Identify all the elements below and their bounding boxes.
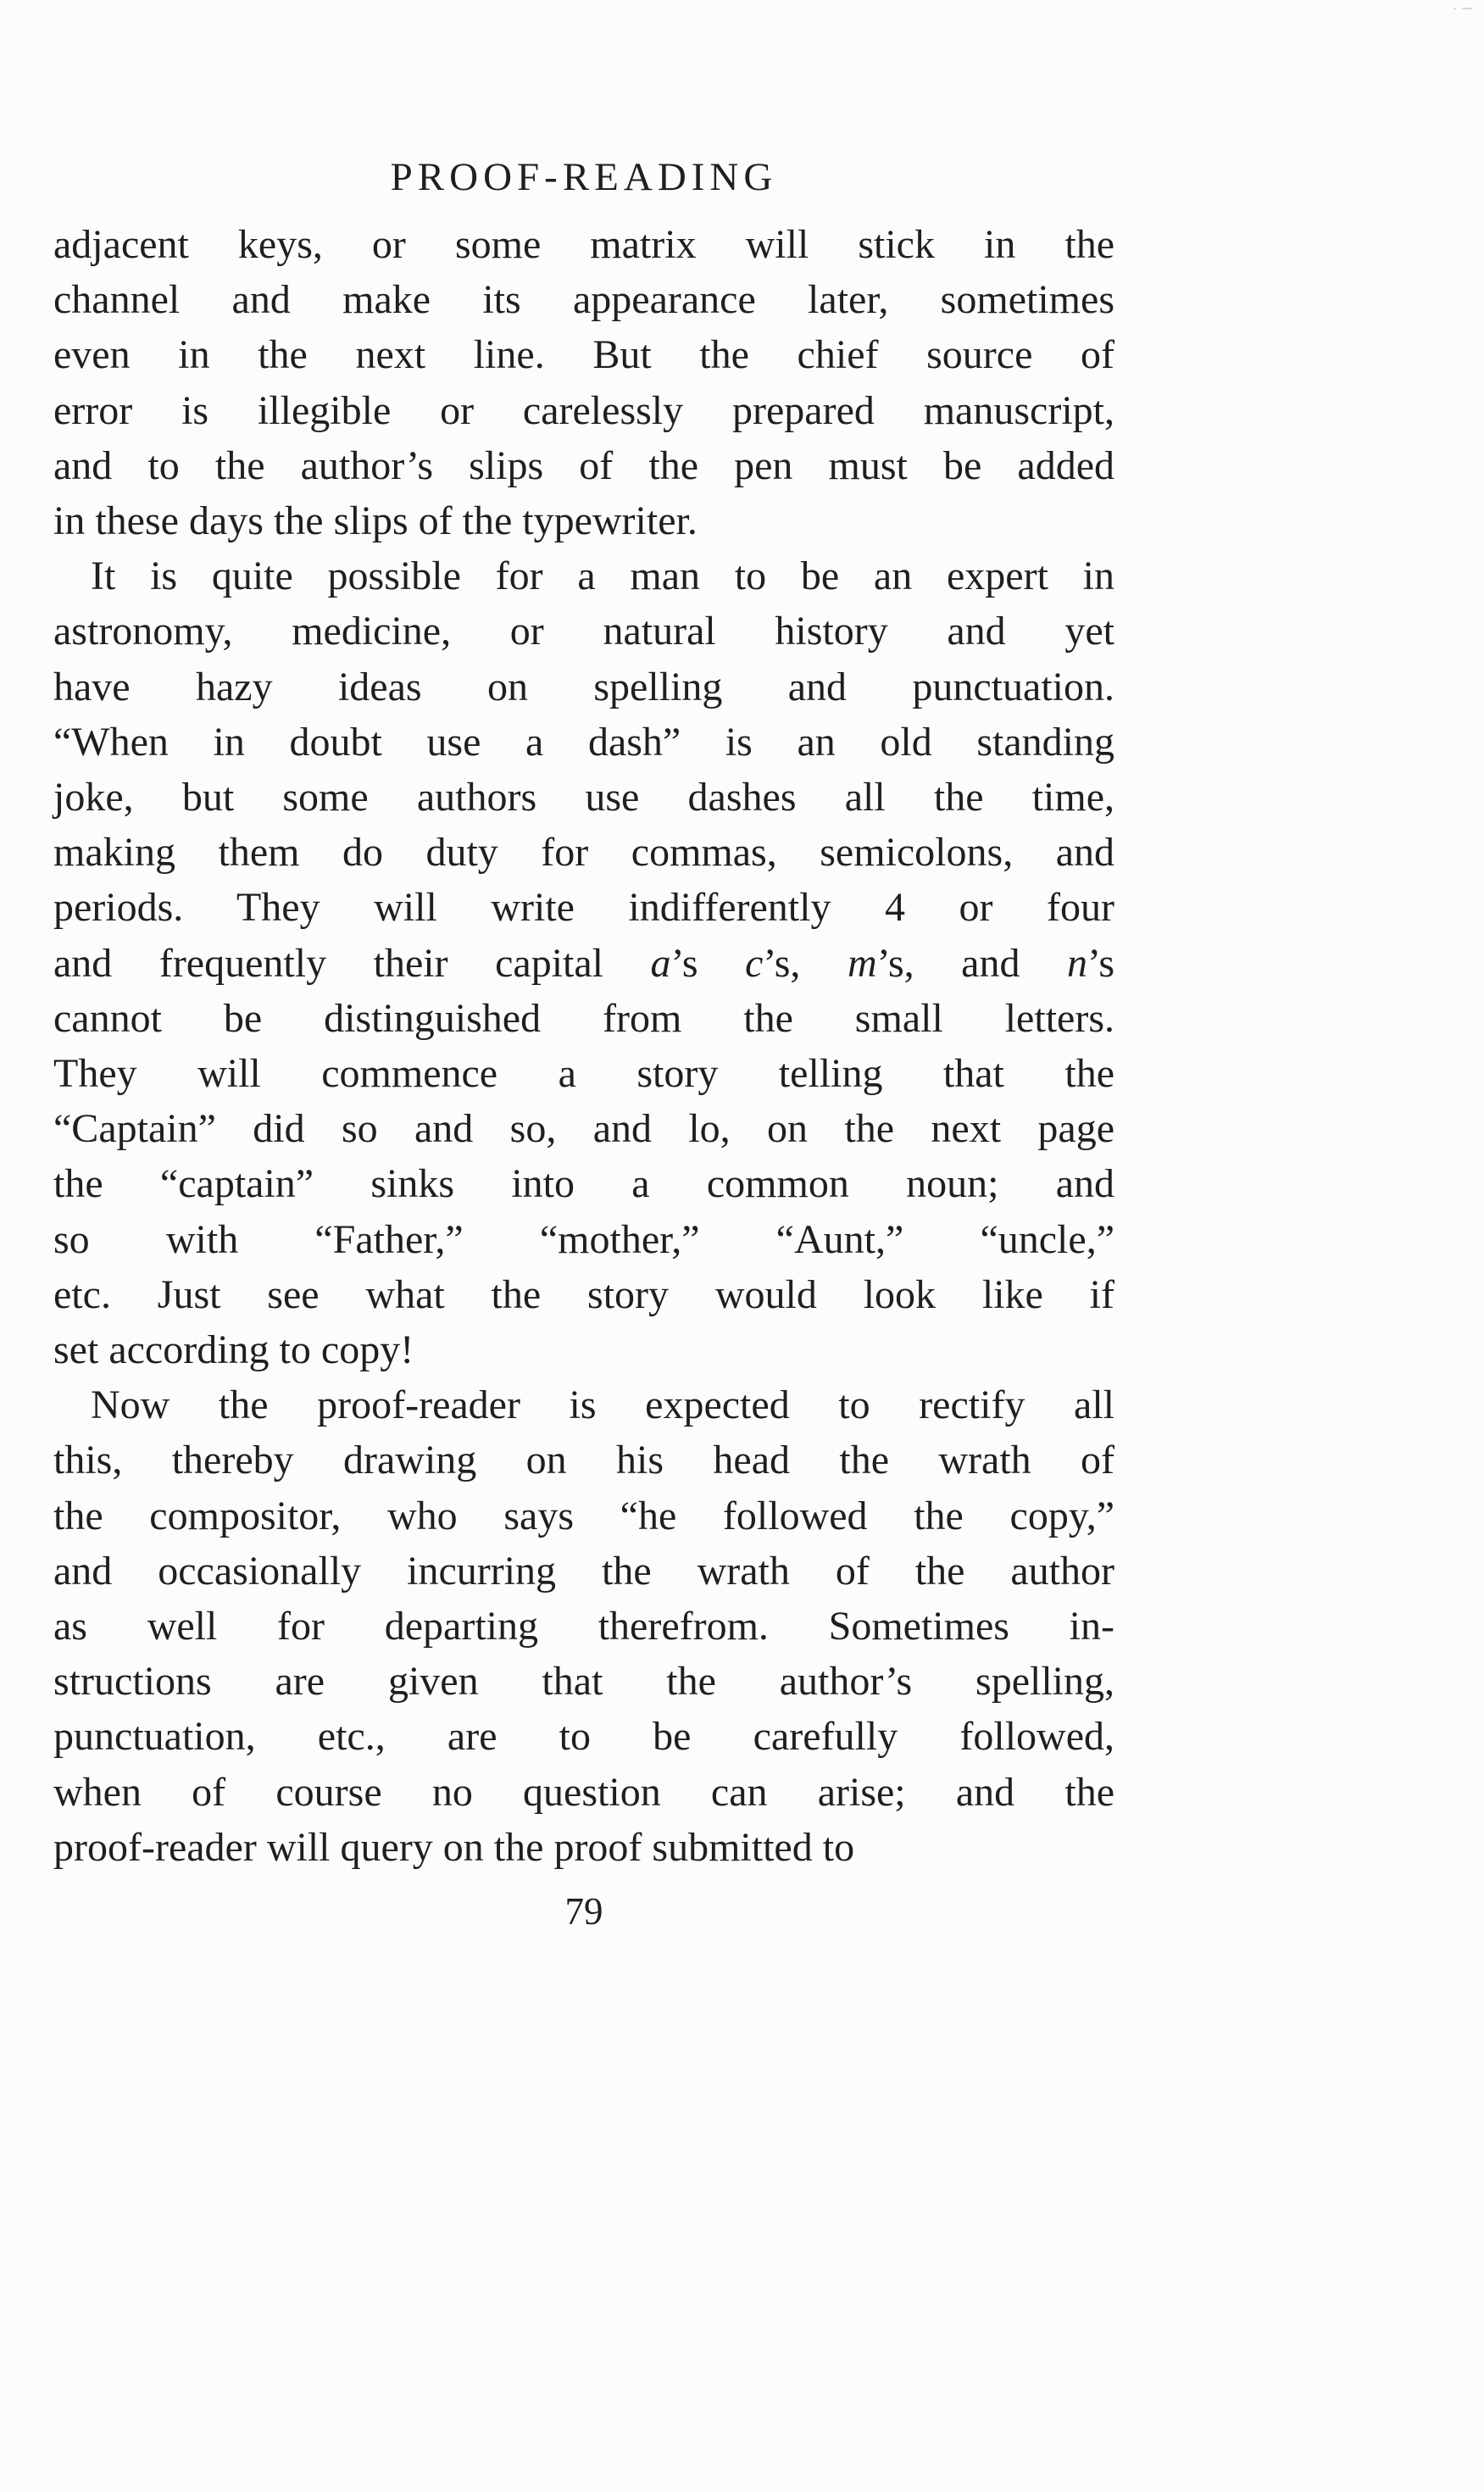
paragraph xyxy=(53,1377,1114,1875)
text-line: cannot be distinguished from the small letters. xyxy=(53,995,1114,1041)
italic-run: m xyxy=(847,940,877,986)
text-line: joke, but some authors use dashes all the time, xyxy=(53,775,1114,820)
text-line: proof-reader will query on the proof submitted to xyxy=(53,1824,855,1870)
text-line: in these days the slips of the typewriter. xyxy=(53,498,698,544)
paragraph xyxy=(53,217,1114,548)
text-column xyxy=(53,149,1114,1939)
text-line: and occasionally incurring the wrath of the author xyxy=(53,1548,1114,1594)
text-line: so with “Father,” “mother,” “Aunt,” “uncle,” xyxy=(53,1216,1114,1262)
text-line xyxy=(53,936,1114,991)
text-line: this, thereby drawing on his head the wrath of xyxy=(53,1438,1114,1483)
text-line: It is quite possible for a man to be an expert in xyxy=(91,553,1114,599)
text-line: set according to copy! xyxy=(53,1327,414,1373)
text-block xyxy=(53,217,1114,1875)
text-run: and frequently their capital xyxy=(53,940,651,986)
text-line: structions are given that the author’s spelling, xyxy=(53,1659,1114,1705)
paragraph xyxy=(53,548,1114,1377)
italic-run: n xyxy=(1067,940,1087,986)
text-run: ’s xyxy=(670,940,746,986)
text-line: Now the proof-reader is expected to rectify all xyxy=(91,1382,1114,1428)
text-line: as well for departing therefrom. Sometimes in- xyxy=(53,1604,1114,1649)
text-line: They will commence a story telling that the xyxy=(53,1051,1114,1097)
text-line: when of course no question can arise; and the xyxy=(53,1769,1114,1815)
text-run: ’s, xyxy=(763,940,848,986)
text-line: channel and make its appearance later, sometimes xyxy=(53,277,1114,323)
text-line: have hazy ideas on spelling and punctuation. xyxy=(53,664,1114,709)
text-run: ’s, and xyxy=(876,940,1067,986)
text-line: “When in doubt use a dash” is an old standing xyxy=(53,719,1114,765)
page-title: PROOF-READING xyxy=(390,155,778,199)
text-line: the “captain” sinks into a common noun; and xyxy=(53,1161,1114,1207)
italic-run: a xyxy=(650,940,671,986)
scan-artifact xyxy=(1453,7,1472,10)
page-number: 79 xyxy=(564,1890,603,1933)
text-line: astronomy, medicine, or natural history and yet xyxy=(53,609,1114,654)
text-line: the compositor, who says “he followed the copy,” xyxy=(53,1493,1114,1538)
text-line: “Captain” did so and so, and lo, on the next page xyxy=(53,1106,1114,1152)
text-run: ’s xyxy=(1087,940,1115,986)
text-line: making them do duty for commas, semicolons, and xyxy=(53,830,1114,876)
text-line: and to the author’s slips of the pen must be added xyxy=(53,442,1114,488)
text-line: even in the next line. But the chief source of xyxy=(53,332,1114,378)
italic-run: c xyxy=(745,940,764,986)
text-line: etc. Just see what the story would look like if xyxy=(53,1271,1114,1317)
text-line: periods. They will write indifferently 4 or four xyxy=(53,885,1114,931)
text-line: error is illegible or carelessly prepared manuscript, xyxy=(53,387,1114,433)
text-line: adjacent keys, or some matrix will stick in the xyxy=(53,222,1114,267)
text-line: punctuation, etc., are to be carefully followed, xyxy=(53,1714,1114,1760)
